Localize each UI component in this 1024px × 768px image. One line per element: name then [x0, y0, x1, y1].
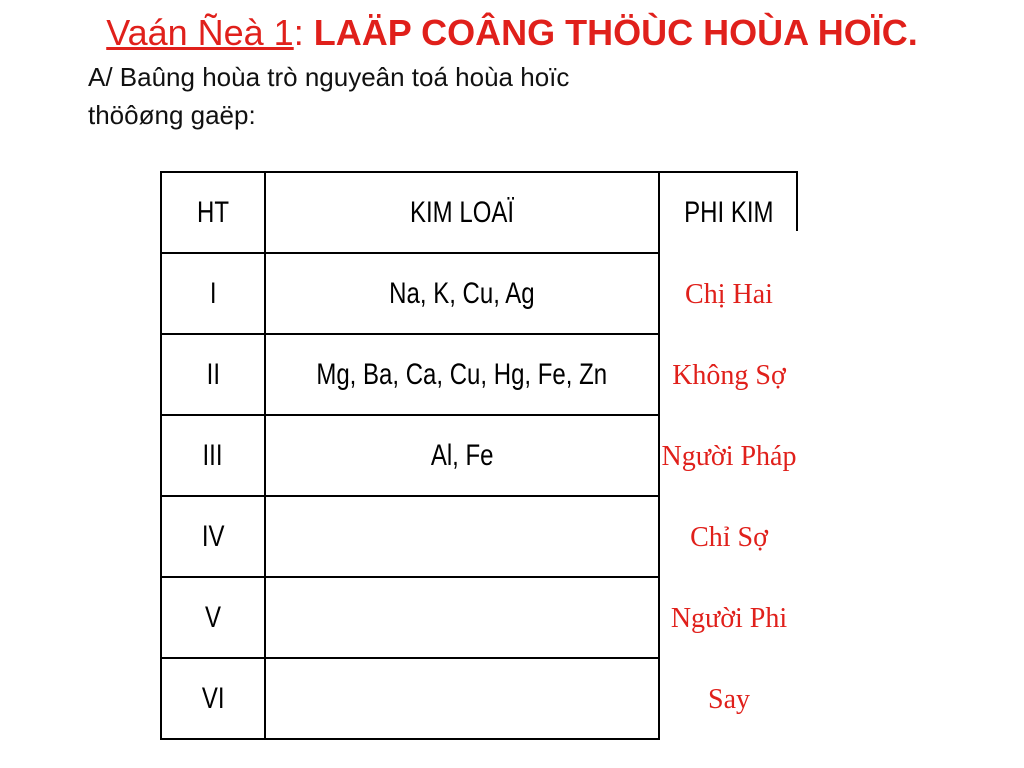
table-row [161, 496, 798, 577]
title-separator: : [293, 12, 314, 53]
phi-kim-border [796, 173, 798, 231]
table-row [161, 415, 798, 496]
row-ht: II [161, 334, 265, 415]
title-main: LAÄP COÂNG THÖÙC HOÙA HOÏC. [313, 12, 918, 53]
row-kim-loai [265, 658, 659, 739]
table-row [161, 658, 798, 739]
row-kim-loai: Na, K, Cu, Ag [265, 253, 659, 334]
row-kim-loai [265, 496, 659, 577]
header-ht: HT [161, 172, 265, 253]
row-phi-kim: Chỉ Sợ [690, 521, 768, 553]
row-ht: V [161, 577, 265, 658]
subtitle-line-2: thöôøng gaëp: [88, 100, 256, 130]
row-kim-loai [265, 577, 659, 658]
row-ht: III [161, 415, 265, 496]
row-ht: IV [161, 496, 265, 577]
header-phi-kim: PHI KIM [659, 172, 798, 253]
row-ht: I [161, 253, 265, 334]
row-kim-loai: Mg, Ba, Ca, Cu, Hg, Fe, Zn [265, 334, 659, 415]
row-phi-kim: Người Phi [670, 602, 788, 634]
table-row [161, 253, 798, 334]
row-ht: VI [161, 658, 265, 739]
title-prefix: Vaán Ñeà 1 [106, 12, 294, 53]
slide-title [0, 12, 1024, 54]
subtitle [88, 58, 688, 134]
row-phi-kim: Không Sợ [672, 359, 786, 391]
table-row [161, 577, 798, 658]
subtitle-line-1: A/ Baûng hoùa trò nguyeân toá hoùa hoïc [88, 62, 570, 92]
row-kim-loai: Al, Fe [265, 415, 659, 496]
row-phi-kim: Chị Hai [685, 278, 773, 310]
row-phi-kim: Người Pháp [661, 440, 797, 472]
table-header-row [161, 172, 798, 253]
header-kim-loai: KIM LOAÏ [265, 172, 659, 253]
table-row [161, 334, 798, 415]
row-phi-kim: Say [708, 683, 750, 715]
valence-table [160, 171, 798, 740]
